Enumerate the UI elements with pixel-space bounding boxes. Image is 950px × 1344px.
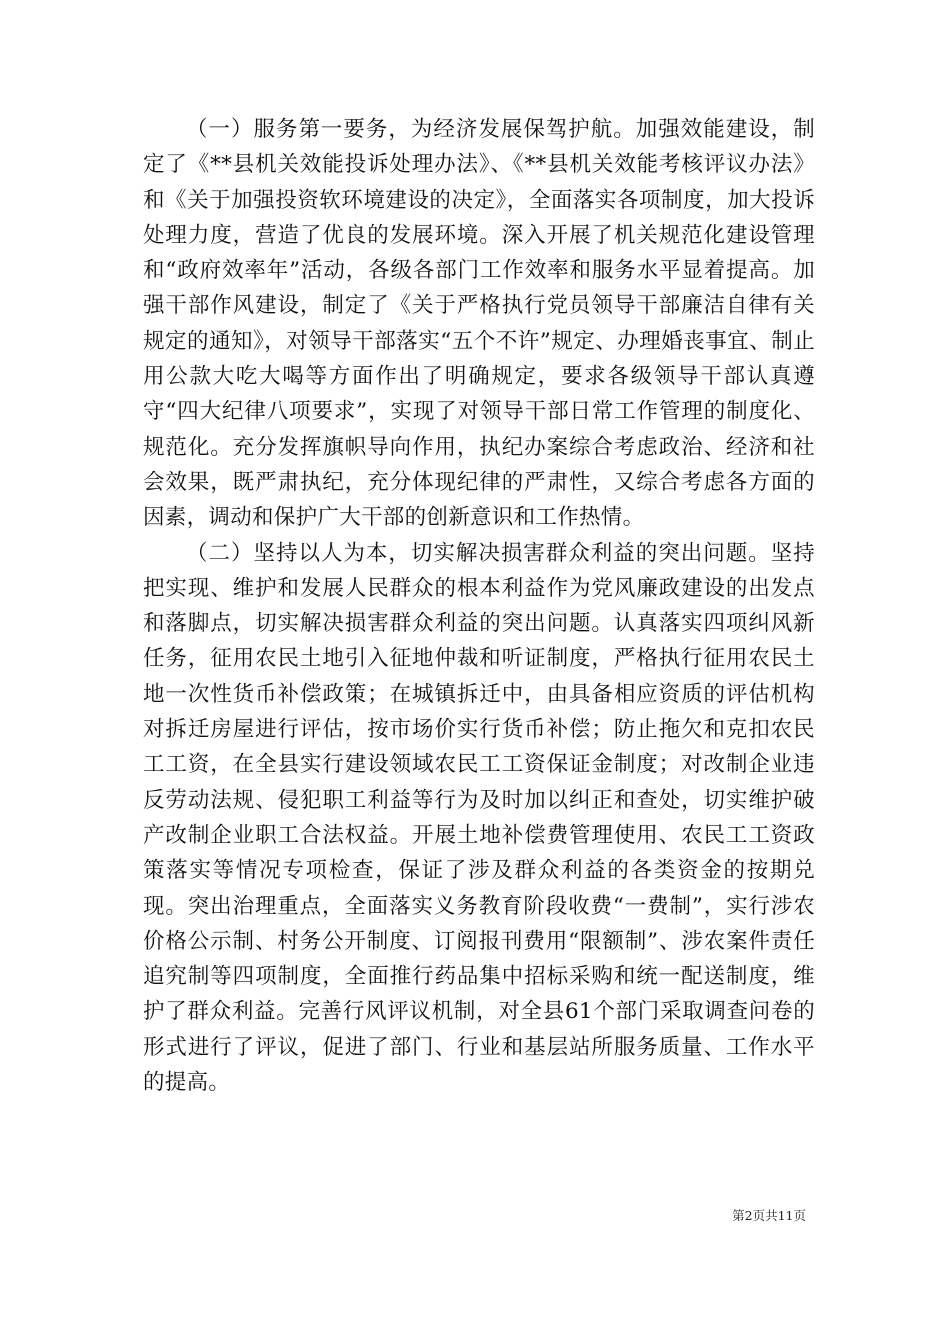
paragraph-2: （二）坚持以人为本，切实解决损害群众利益的突出问题。坚持把实现、维护和发展人民群众的根本利益作为党风廉政建设的出发点和落脚点，切实解决损害群众利益的突出问题。认真落实四项纠风新任务，征用农民土地引入征地仲裁和听证制度，严格执行征用农民土地一次性货币补偿政策；在城镇拆迁中，由具备相应资质的评估机构对拆迁房屋进行评估，按市场价实行货币补偿；防止拖欠和克扣农民工工资，在全县实行建设领域农民工工资保证金制度；对改制企业违反劳动法规、侵犯职工利益等行为及时加以纠正和查处，切实维护破产改制企业职工合法权益。开展土地补偿费管理使用、农民工工资政策落实等情况专项检查，保证了涉及群众利益的各类资金的按期兑现。突出治理重点，全面落实义务教育阶段收费“一费制”，实行涉农价格公示制、村务公开制度、订阅报刊费用“限额制”、涉农案件责任追究制等四项制度，全面推行药品集中招标采购和统一配送制度，维护了群众利益。完善行风评议机制，对全县61个部门采取调查问卷的形式进行了评议，促进了部门、行业和基层站所服务质量、工作水平的提高。 <box>143 540 815 1096</box>
body-text <box>143 112 815 1100</box>
page-number-footer: 第2页共11页 <box>732 1208 806 1223</box>
paragraph-1: （一）服务第一要务，为经济发展保驾护航。加强效能建设，制定了《**县机关效能投诉处理办法》、《**县机关效能考核评议办法》和《关于加强投资软环境建设的决定》，全面落实各项制度，加大投诉处理力度，营造了优良的发展环境。深入开展了机关规范化建设管理和“政府效率年”活动，各级各部门工作效率和服务水平显着提高。加强干部作风建设，制定了《关于严格执行党员领导干部廉洁自律有关规定的通知》，对领导干部落实“五个不许”规定、办理婚丧事宜、制止用公款大吃大喝等方面作出了明确规定，要求各级领导干部认真遵守“四大纪律八项要求”，实现了对领导干部日常工作管理的制度化、规范化。充分发挥旗帜导向作用，执纪办案综合考虑政治、经济和社会效果，既严肃执纪，充分体现纪律的严肃性，又综合考虑各方面的因素，调动和保护广大干部的创新意识和工作热情。 <box>143 117 815 531</box>
